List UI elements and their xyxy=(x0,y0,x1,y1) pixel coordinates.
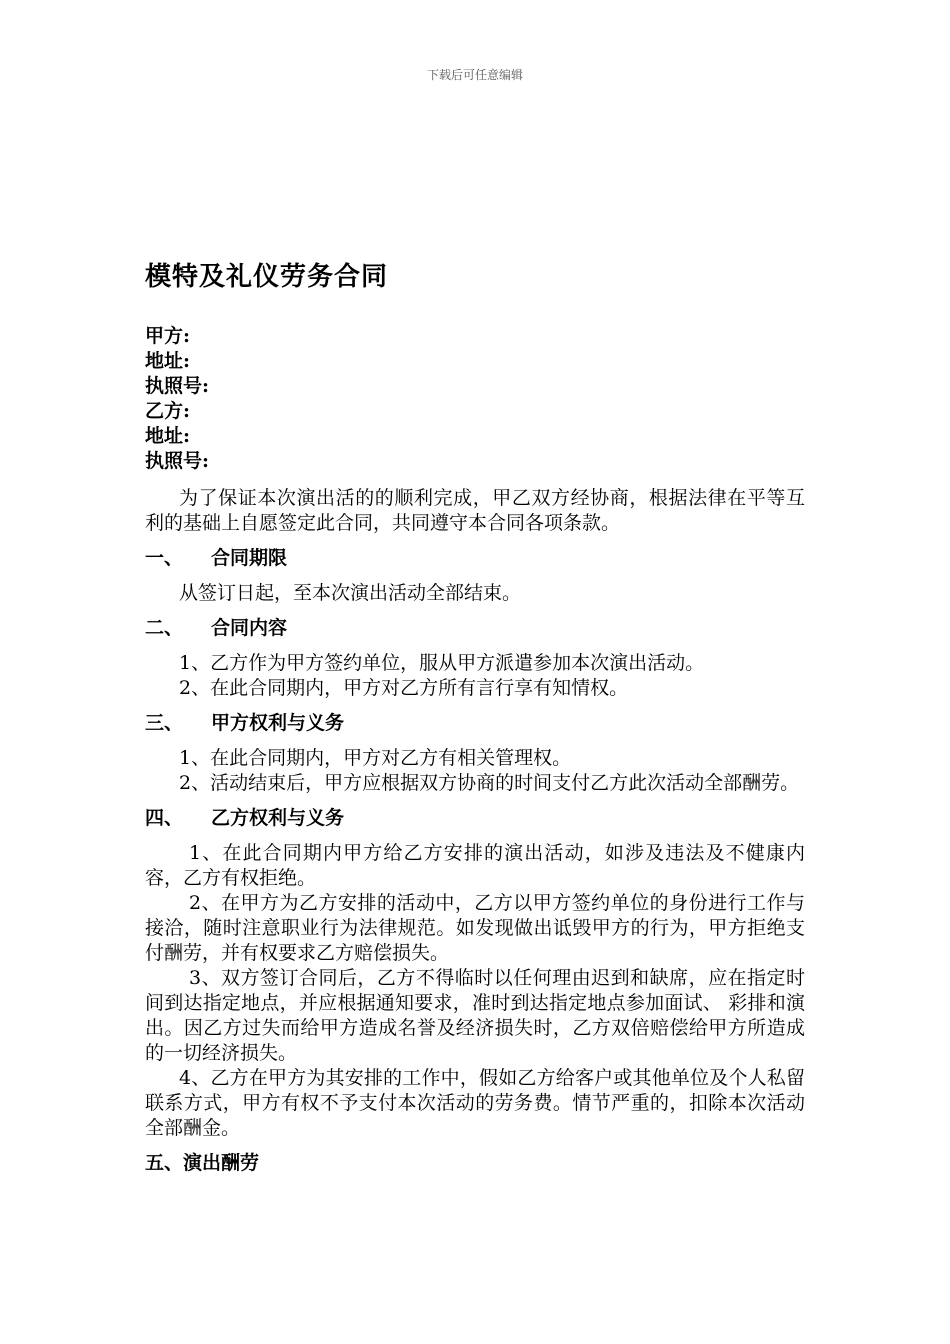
page-header-note: 下载后可任意编辑 xyxy=(426,68,523,82)
section-1-text: 从签订日起，至本次演出活动全部结束。 xyxy=(179,582,522,604)
party-a-license-label: 执照号: xyxy=(145,375,210,397)
section-3-title: 甲方权利与义务 xyxy=(211,712,345,734)
section-2-heading xyxy=(145,616,805,641)
section-3-item-1: 1、在此合同期内，甲方对乙方有相关管理权。 xyxy=(179,747,572,769)
section-4-heading xyxy=(145,806,805,831)
section-4-item-4: 4、乙方在甲方为其安排的工作中，假如乙方给客户或其他单位及个人私留联系方式，甲方有权不予支付本次活动的劳务费。情节严重的，扣除本次活动全部酬金。 xyxy=(145,1067,805,1139)
section-3-number: 三、 xyxy=(145,712,184,734)
section-3-item-2: 2、活动结束后，甲方应根据双方协商的时间支付乙方此次活动全部酬劳。 xyxy=(179,772,800,794)
document-title: 模特及礼仪劳务合同 xyxy=(145,262,389,292)
section-2-item-1: 1、乙方作为甲方签约单位，服从甲方派遣参加本次演出活动。 xyxy=(179,652,705,674)
section-4-number: 四、 xyxy=(145,807,184,829)
section-5-heading: 五、演出酬劳 xyxy=(145,1152,260,1174)
party-a-label: 甲方: xyxy=(145,325,191,347)
section-3-heading xyxy=(145,711,805,736)
contract-body xyxy=(145,486,805,1186)
section-4-item-1: 1、在此合同期内甲方给乙方安排的演出活动，如涉及违法及不健康内容，乙方有权拒绝。 xyxy=(145,842,805,889)
party-a-address-label: 地址: xyxy=(145,350,191,372)
section-1-heading xyxy=(145,546,805,571)
section-4-item-2: 2、在甲方为乙方安排的活动中，乙方以甲方签约单位的身份进行工作与接洽，随时注意职业行为法律规范。如发现做出诋毁甲方的行为，甲方拒绝支付酬劳，并有权要求乙方赔偿损失。 xyxy=(145,892,805,964)
intro-paragraph: 为了保证本次演出活的的顺利完成，甲乙双方经协商，根据法律在平等互利的基础上自愿签定此合同，共同遵守本合同各项条款。 xyxy=(145,487,805,534)
section-2-title: 合同内容 xyxy=(211,617,288,639)
section-1-title: 合同期限 xyxy=(211,547,288,569)
section-2-number: 二、 xyxy=(145,617,184,639)
party-b-label: 乙方: xyxy=(145,400,191,422)
section-4-title: 乙方权利与义务 xyxy=(211,807,345,829)
section-2-item-2: 2、在此合同期内，甲方对乙方所有言行享有知情权。 xyxy=(179,677,629,699)
section-4-item-3: 3、双方签订合同后，乙方不得临时以任何理由迟到和缺席，应在指定时间到达指定地点，并应根据通知要求，准时到达指定地点参加面试、 彩排和演出。因乙方过失而给甲方造成名誉及经济损失时，乙方双倍赔偿给甲方所造成的一切经济损失。 xyxy=(145,967,805,1064)
section-1-number: 一、 xyxy=(145,547,184,569)
party-b-address-label: 地址: xyxy=(145,425,191,447)
parties-block xyxy=(145,324,209,474)
party-b-license-label: 执照号: xyxy=(145,450,210,472)
